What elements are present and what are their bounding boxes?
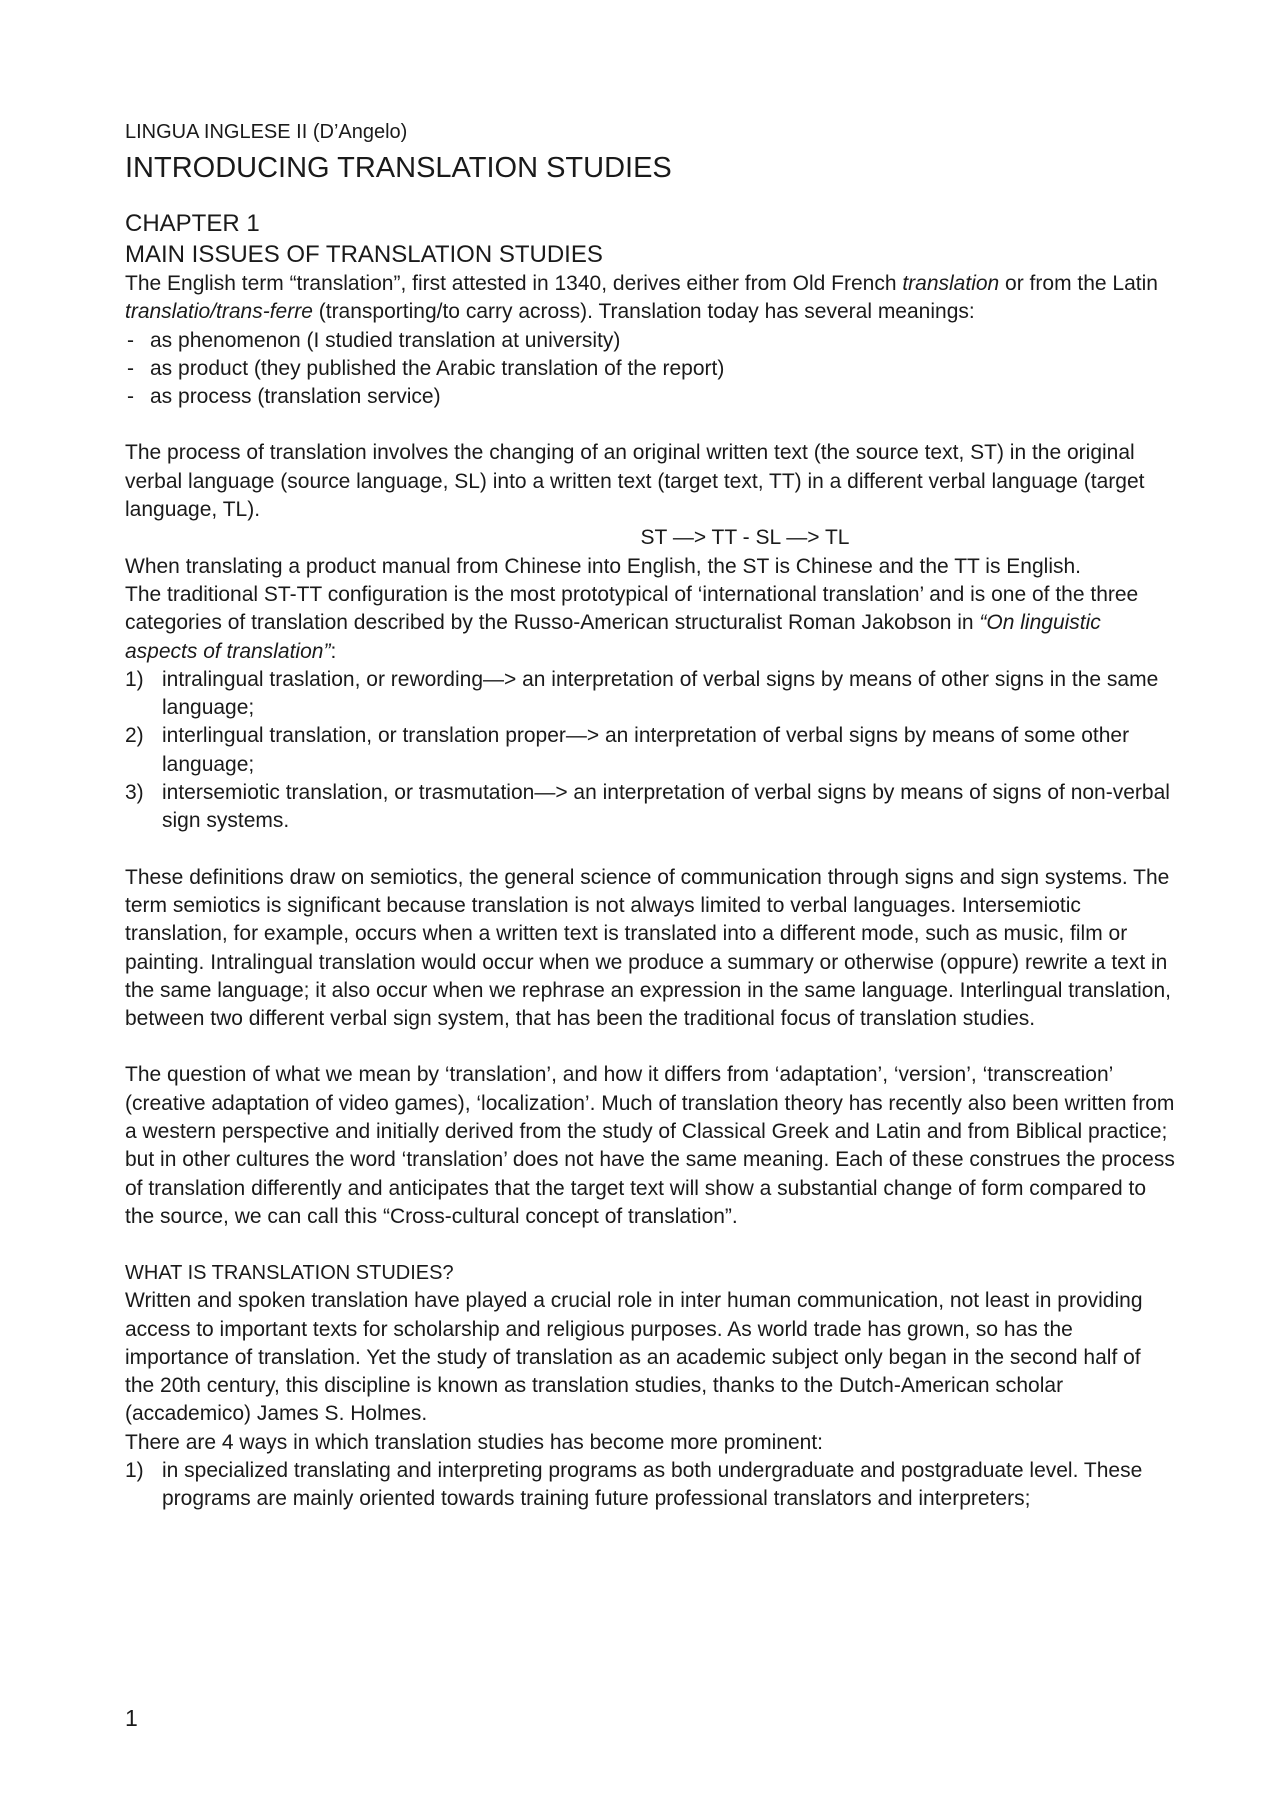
list-item	[125, 666, 1175, 723]
list-item-text: as phenomenon (I studied translation at university)	[150, 328, 621, 352]
list-item-text: interlingual translation, or translation proper—> an interpretation of verbal signs by means of some other language;	[162, 724, 1130, 776]
intro-paragraph	[125, 270, 1175, 327]
dash-bullet: -	[127, 328, 134, 352]
dash-bullet: -	[127, 356, 134, 380]
ways-intro: There are 4 ways in which translation studies has become more prominent:	[125, 1430, 824, 1454]
chapter-title: MAIN ISSUES OF TRANSLATION STUDIES	[125, 241, 603, 268]
semiotics-paragraph: These definitions draw on semiotics, the general science of communication through signs and sign systems. The term semiotics is significant because translation is not always limited to verbal languages. Intersemiotic translation, for example, occurs when a written text is translated into a different mode, such as music, film or painting. Intralingual translation would occur when we produce a summary or otherwise (oppure) rewrite a text in the same language; it also occur when we rephrase an expression in the same language. Interlingual translation, between two different verbal sign system, that has been the traditional focus of translation studies.	[125, 865, 1171, 1031]
list-item-text: as product (they published the Arabic translation of the report)	[150, 356, 725, 380]
jakobson-paragraph	[125, 581, 1175, 666]
list-item	[125, 722, 1175, 779]
categories-list	[125, 666, 1175, 836]
jakobson-text-2: :	[330, 639, 337, 663]
list-item-text: as process (translation service)	[150, 385, 441, 409]
intro-text-1: The English term “translation”, first attested in 1340, derives either from Old French	[125, 272, 903, 295]
ways-list	[125, 1457, 1175, 1514]
document-title: INTRODUCING TRANSLATION STUDIES	[125, 152, 672, 184]
list-item	[125, 327, 1175, 355]
jakobson-italic: “On linguistic aspects of translation”	[125, 611, 1101, 663]
list-item-text: intersemiotic translation, or trasmutation—> an interpretation of verbal signs by means of signs of non-verbal sign systems.	[162, 781, 1170, 833]
jakobson-text-1: The traditional ST-TT configuration is the most prototypical of ‘international translation’ and is one of the three categories of translation described by the Russo-American structuralist Roman Jakobson in	[125, 582, 1139, 635]
meanings-list	[125, 327, 1175, 412]
studies-paragraph: Written and spoken translation have played a crucial role in inter human communication, not least in providing access to important texts for scholarship and religious purposes. As world trade has grown, so has the importance of translation. Yet the study of translation as an academic subject only began in the second half of the 20th century, this discipline is known as translation studies, thanks to the Dutch-American scholar (accademico) James S. Holmes.	[125, 1289, 1143, 1426]
intro-text-3: (transporting/to carry across). Translation today has several meanings:	[312, 300, 975, 324]
process-paragraph: The process of translation involves the changing of an original written text (the source text, ST) in the original verbal language (source language, SL) into a written text (target text, TT) in a different verbal language (target language, TL).	[125, 441, 1145, 522]
list-item	[125, 355, 1175, 383]
page-number: 1	[125, 1705, 138, 1731]
list-marker: 1)	[125, 1458, 144, 1482]
list-item	[125, 779, 1175, 836]
chapter-label: CHAPTER 1	[125, 210, 260, 237]
section-heading: WHAT IS TRANSLATION STUDIES?	[125, 1262, 454, 1285]
question-paragraph: The question of what we mean by ‘translation’, and how it differs from ‘adaptation’, ‘version’, ‘transcreation’ (creative adaptation of video games), ‘localization’. Much of translation theory has recently also been written from a western perspective and initially derived from the study of Classical Greek and Latin and from Biblical practice; but in other cultures the word ‘translation’ does not have the same meaning. Each of these construes the process of translation differently and anticipates that the target text will show a substantial change of form compared to the source, we can call this “Cross-cultural concept of translation”.	[125, 1063, 1175, 1228]
dash-bullet: -	[127, 385, 134, 409]
list-item-text: intralingual traslation, or rewording—> an interpretation of verbal signs by means of other signs in the same language;	[162, 667, 1159, 720]
list-item	[125, 1457, 1175, 1514]
example-paragraph: When translating a product manual from Chinese into English, the ST is Chinese and the TT is English.	[125, 554, 1082, 578]
translation-formula: ST —> TT - SL —> TL	[640, 526, 850, 550]
list-item-text: in specialized translating and interpreting programs as both undergraduate and postgraduate level. These programs are mainly oriented towards training future professional translators and interpreters;	[162, 1458, 1143, 1511]
intro-italic-1: translation	[902, 272, 1000, 295]
course-header: LINGUA INGLESE II (D’Angelo)	[125, 121, 408, 143]
intro-text-2: or from the Latin	[999, 272, 1158, 295]
document-page	[125, 118, 1175, 1514]
list-marker: 3)	[125, 781, 144, 805]
intro-italic-2: translatio/trans-ferre	[125, 300, 313, 324]
list-marker: 1)	[125, 667, 144, 691]
list-item	[125, 383, 1175, 411]
list-marker: 2)	[125, 724, 144, 748]
